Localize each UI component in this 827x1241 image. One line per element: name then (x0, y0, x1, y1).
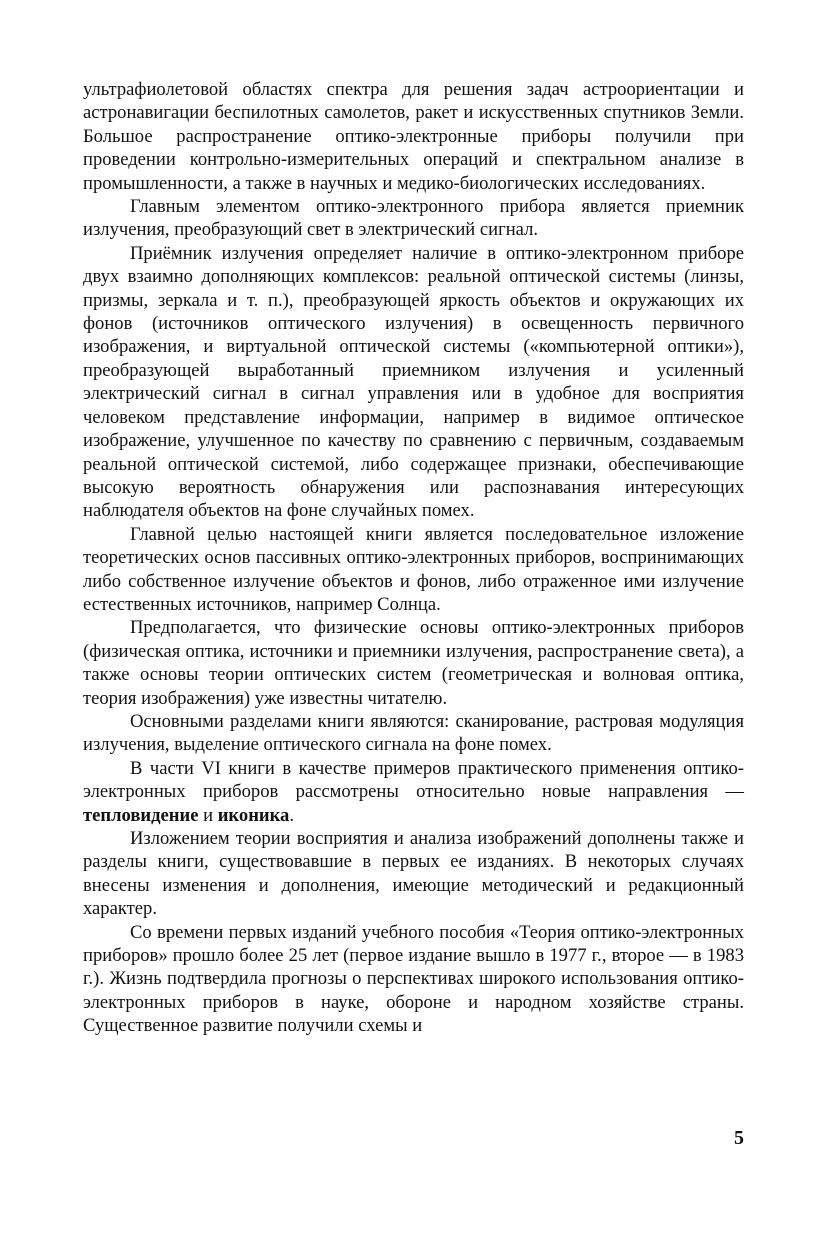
paragraph-goal: Главной целью настоящей книги является последовательное изложение теоретических основ пассивных оптико-электронных приборов, воспринимающих либо собственное излучение объектов и фонов, либо отраженное ими излучение естественных источников, например Солнца. (83, 523, 744, 615)
paragraph-additions: Изложением теории восприятия и анализа изображений дополнены также и разделы книги, существовавшие в первых ее изданиях. В некоторых случаях внесены изменения и дополнения, имеющие методический и редакционный характер. (83, 828, 744, 920)
term-iconics: иконика (217, 804, 290, 826)
paragraph-part-vi (83, 757, 744, 827)
paragraph-receiver: Приёмник излучения определяет наличие в оптико-электронном приборе двух взаимно дополняющих комплексов: реальной оптической системы (линзы, призмы, зеркала и т. п.), преобразующей яркость объектов и окружающих их фонов (источников оптического излучения) в освещенность первичного изображения, и виртуальной оптической системы («компьютерной оптики»), преобразующей выработанный приемником излучения и усиленный электрический сигнал в сигнал управления или в удобное для восприятия человеком представление информации, например в видимое оптическое изображение, улучшенное по качеству по сравнению с первичным, создаваемым реальной оптической системой, либо содержащее признаки, обеспечивающие высокую вероятность обнаружения или распознавания интересующих наблюдателя объектов на фоне случайных помех. (83, 242, 744, 522)
part-vi-text: В части VI книги в качестве примеров практического применения оптико-электронных приборов рассмотрены относительно новые направления — (83, 757, 744, 803)
term-thermal-vision: тепловидение (83, 804, 199, 826)
paragraph-assumption: Предполагается, что физические основы оптико-электронных приборов (физическая оптика, источники и приемники излучения, распространение света), а также основы теории оптических систем (геометрическая и волновая оптика, теория изображения) уже известны читателю. (83, 617, 744, 709)
paragraph-sections: Основными разделами книги являются: сканирование, растровая модуляция излучения, выделение оптического сигнала на фоне помех. (83, 710, 744, 756)
part-vi-end: . (289, 804, 295, 826)
page-body (83, 78, 744, 1038)
paragraph-history: Со времени первых изданий учебного пособия «Теория оптико-электронных приборов» прошло более 25 лет (первое издание вышло в 1977 г., второе — в 1983 г.). Жизнь подтвердила прогнозы о перспективах широкого использования оптико-электронных приборов в науке, обороне и народном хозяйстве страны. Существенное развитие получили схемы и (83, 921, 744, 1037)
part-vi-conjunction: и (198, 804, 218, 826)
page-number: 5 (734, 1127, 744, 1149)
paragraph-continuation: ультрафиолетовой областях спектра для решения задач астроориентации и астронавигации беспилотных самолетов, ракет и искусственных спутников Земли. Большое распространение оптико-электронные приборы получили при проведении контрольно-измерительных операций и спектральном анализе в промышленности, а также в научных и медико-биологических исследованиях. (83, 79, 744, 194)
paragraph-main-element: Главным элементом оптико-электронного прибора является приемник излучения, преобразующий свет в электрический сигнал. (83, 196, 744, 241)
